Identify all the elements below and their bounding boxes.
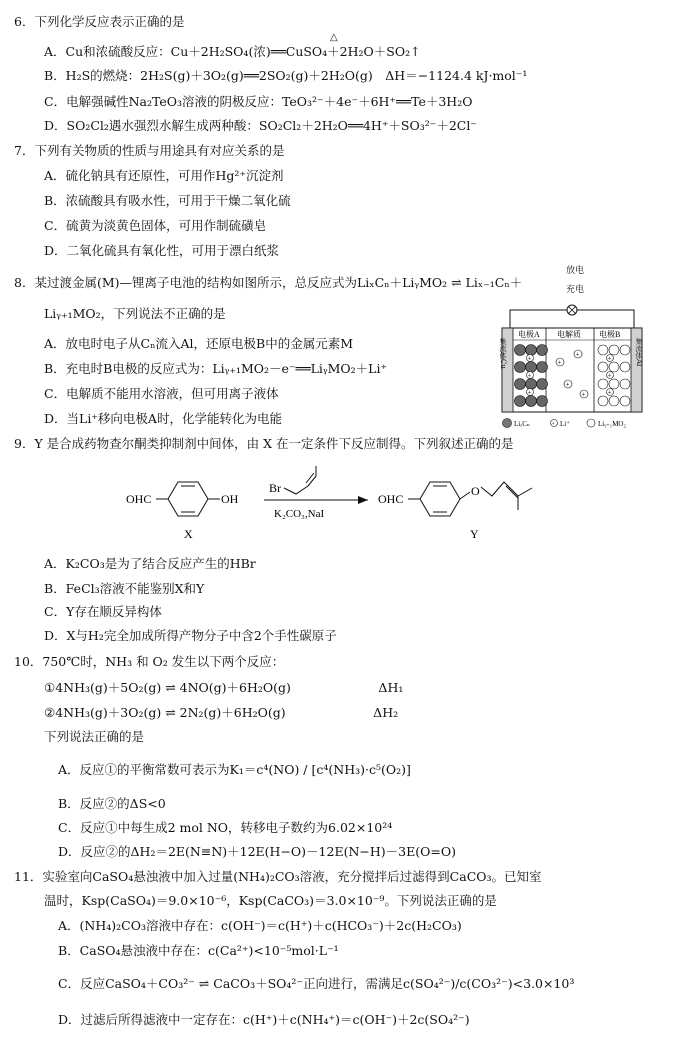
anode-particle xyxy=(515,345,526,356)
li-ion-plus: + xyxy=(575,350,580,359)
text-line: D．二氧化硫具有氧化性，可用于漂白纸浆 xyxy=(44,243,280,258)
cathode-particle xyxy=(609,362,619,372)
text-line: D．当Li⁺移向电极A时，化学能转化为电能 xyxy=(44,411,282,426)
text-line: A．(NH₄)₂CO₃溶液中存在：c(OH⁻)＝c(H⁺)＋c(HCO₃⁻)＋2c(H₂CO₃) xyxy=(58,918,462,933)
text-line: A．Cu和浓硫酸反应：Cu＋2H₂SO₄(浓)══CuSO₄＋2H₂O＋SO₂↑ xyxy=(44,44,421,59)
charge-label: 充电 xyxy=(566,285,585,295)
text-line: D．过滤后所得滤液中一定存在：c(H⁺)＋c(NH₄⁺)＝c(OH⁻)＋2c(SO₄²⁻) xyxy=(58,1012,470,1027)
text-line: C．电解强碱性Na₂TeO₃溶液的阴极反应：TeO₃²⁻＋4e⁻＋6H⁺══Te＋3H₂O xyxy=(44,94,473,109)
label-y: Y xyxy=(470,527,479,541)
anode-particle xyxy=(515,379,526,390)
li-ion-plus: + xyxy=(557,358,562,367)
li-ion-plus: + xyxy=(607,371,612,380)
text-line: B．浓硫酸具有吸水性，可用于干燥二氧化硫 xyxy=(44,193,291,208)
electrolyte-label: 电解质 xyxy=(557,330,581,339)
battery-diagram xyxy=(496,302,648,434)
li-ion-plus: + xyxy=(581,390,586,399)
reaction-scheme xyxy=(120,460,620,550)
electrode-a-label: 电极A xyxy=(518,330,540,339)
discharge-label: 放电 xyxy=(566,266,585,276)
anode-particle xyxy=(526,396,537,407)
anode-particle xyxy=(515,362,526,373)
text-line: 7．下列有关物质的性质与用途具有对应关系的是 xyxy=(14,143,285,158)
x-cho: OHC xyxy=(126,492,152,506)
text-line: A．K₂CO₃是为了结合反应产生的HBr xyxy=(44,556,256,571)
cathode-particle xyxy=(598,345,608,355)
text-line: D．反应②的ΔH₂＝2E(N≡N)＋12E(H−O)－12E(N−H)－3E(O=O) xyxy=(58,844,456,859)
anode-particle xyxy=(537,379,548,390)
label-x: X xyxy=(184,527,193,541)
text-line: 6．下列化学反应表示正确的是 xyxy=(14,14,185,29)
cathode-particle xyxy=(620,379,630,389)
svg-text:+: + xyxy=(551,421,555,428)
anode-particle xyxy=(537,396,548,407)
reagent-conditions: K₂CO₃,NaI xyxy=(274,508,325,520)
text-line: B．CaSO₄悬浊液中存在：c(Ca²⁺)<10⁻⁵mol·L⁻¹ xyxy=(58,943,339,958)
cathode-particle xyxy=(598,379,608,389)
y-ether-o: O xyxy=(471,484,480,498)
text-line: C．硫黄为淡黄色固体，可用作制硫磺皂 xyxy=(44,218,267,233)
heat-mark: △ xyxy=(330,32,338,43)
reagent-br: Br xyxy=(269,481,281,495)
text-line: 8．某过渡金属(M)—锂离子电池的结构如图所示，总反应式为LiₓCₙ＋LiᵧMO₂ ⇌ Liₓ₋₁Cₙ＋ xyxy=(14,275,523,290)
text-line: A．反应①的平衡常数可表示为K₁＝c⁴(NO) / [c⁴(NH₃)·c⁵(O₂)] xyxy=(58,762,411,777)
cathode-particle xyxy=(620,345,630,355)
text-line: C．Y存在顺反异构体 xyxy=(44,604,162,619)
text-line: D．X与H₂完全加成所得产物分子中含2个手性碳原子 xyxy=(44,628,337,643)
li-ion-plus: + xyxy=(607,354,612,363)
anode-particle xyxy=(537,345,548,356)
li-ion-plus: + xyxy=(607,388,612,397)
text-line: ①4NH₃(g)＋5O₂(g) ⇌ 4NO(g)＋6H₂O(g) ΔH₁ xyxy=(44,680,404,695)
legend-li-ion: Li⁺ xyxy=(560,420,570,428)
text-line: A．硫化钠具有还原性，可用作Hg²⁺沉淀剂 xyxy=(44,168,284,183)
text-line: B．H₂S的燃烧：2H₂S(g)＋3O₂(g)══2SO₂(g)＋2H₂O(g) ΔH＝−1124.4 kJ·mol⁻¹ xyxy=(44,68,528,83)
x-oh: OH xyxy=(221,492,239,506)
text-line: C．反应CaSO₄＋CO₃²⁻ ⇌ CaCO₃＋SO₄²⁻正向进行，需满足c(SO₄²⁻)/c(CO₃²⁻)<3.0×10³ xyxy=(58,976,575,991)
text-line: D．SO₂Cl₂遇水强烈水解生成两种酸：SO₂Cl₂＋2H₂O══4H⁺＋SO₃²⁻＋2Cl⁻ xyxy=(44,118,477,133)
cathode-particle xyxy=(609,379,619,389)
collector-left-label: 集流体Cu xyxy=(499,338,507,369)
text-line: B．充电时B电极的反应式为：Liᵧ₊₁MO₂－e⁻══LiᵧMO₂＋Li⁺ xyxy=(44,361,388,376)
cathode-particle xyxy=(609,396,619,406)
cathode-particle xyxy=(598,396,608,406)
text-line: 11．实验室向CaSO₄悬浊液中加入过量(NH₄)₂CO₃溶液，充分搅拌后过滤得到CaCO₃。已知室 xyxy=(14,869,542,884)
cathode-particle xyxy=(620,362,630,372)
li-ion-plus: + xyxy=(527,354,532,363)
text-line: 下列说法正确的是 xyxy=(44,729,145,744)
electrode-b-label: 电极B xyxy=(599,330,621,339)
cathode-particle xyxy=(609,345,619,355)
text-line: ②4NH₃(g)＋3O₂(g) ⇌ 2N₂(g)＋6H₂O(g) ΔH₂ xyxy=(44,705,399,720)
legend-lixcn: LiₓCₙ xyxy=(514,420,530,428)
anode-particle xyxy=(515,396,526,407)
text-line: 9．Y 是合成药物查尔酮类抑制剂中间体，由 X 在一定条件下反应制得。下列叙述正确的是 xyxy=(14,436,514,451)
text-line: C．反应①中每生成2 mol NO，转移电子数约为6.02×10²⁴ xyxy=(58,820,393,835)
li-ion-plus: + xyxy=(565,380,570,389)
text-line: B．反应②的ΔS<0 xyxy=(58,796,166,811)
cathode-particle xyxy=(598,362,608,372)
text-line: 温时，Ksp(CaSO₄)＝9.0×10⁻⁶，Ksp(CaCO₃)＝3.0×10⁻⁹。下列说法正确的是 xyxy=(44,893,497,908)
text-line: Liᵧ₊₁MO₂，下列说法不正确的是 xyxy=(44,306,226,321)
text-line: A．放电时电子从Cₙ流入Al，还原电极B中的金属元素M xyxy=(44,336,354,351)
legend-limo2: Liᵧ₊₁MO₂ xyxy=(598,420,626,428)
cathode-particle xyxy=(620,396,630,406)
li-ion-plus: + xyxy=(527,371,532,380)
text-line: B．FeCl₃溶液不能鉴别X和Y xyxy=(44,581,205,596)
text-line: 10．750℃时，NH₃ 和 O₂ 发生以下两个反应： xyxy=(14,654,285,669)
li-ion-plus: + xyxy=(527,388,532,397)
text-line: C．电解质不能用水溶液，但可用离子液体 xyxy=(44,386,279,401)
anode-particle xyxy=(537,362,548,373)
collector-right-label: 集流体Al xyxy=(635,338,643,367)
y-cho: OHC xyxy=(378,492,404,506)
